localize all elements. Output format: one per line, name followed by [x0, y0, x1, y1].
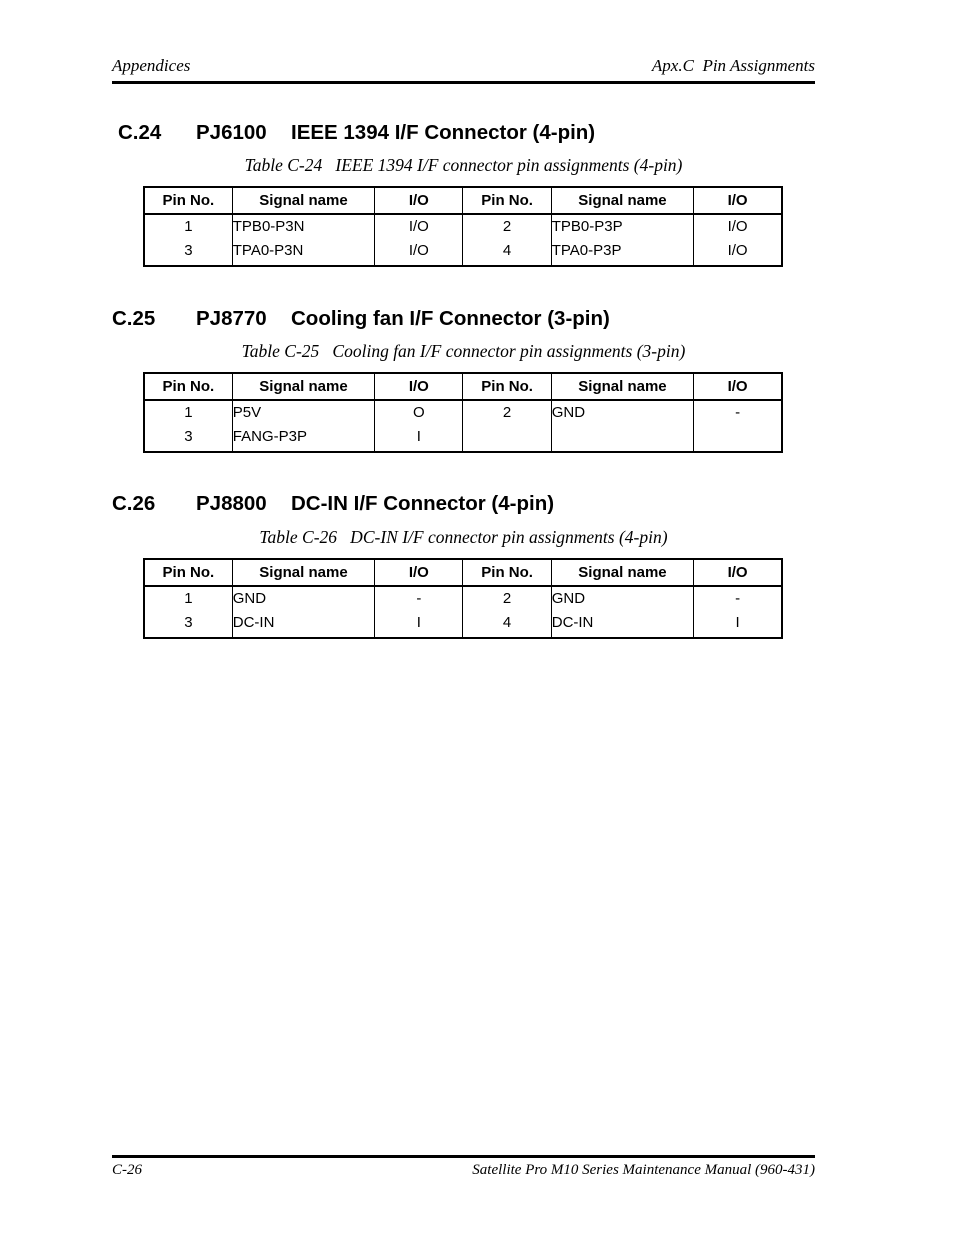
io-value: - [735, 590, 741, 607]
col-signal-name-2: Signal name [551, 559, 693, 586]
io-value: O [413, 404, 425, 421]
io-cell [694, 400, 782, 452]
io-cell [375, 400, 463, 452]
pin-cell [463, 586, 551, 638]
pin-number: 2 [502, 404, 512, 421]
table-header-row [144, 373, 782, 400]
pin-cell [144, 400, 232, 452]
io-value: I/O [727, 242, 748, 259]
signal-cell [551, 214, 693, 266]
page-header [112, 56, 815, 84]
col-signal-name: Signal name [232, 373, 374, 400]
connector-id: PJ6100 [196, 121, 267, 144]
signal-cell [232, 214, 374, 266]
pin-number: 2 [502, 218, 512, 235]
pin-number: 3 [184, 428, 193, 445]
col-pin-no-2: Pin No. [463, 373, 551, 400]
io-value: - [416, 590, 422, 607]
io-value: I/O [408, 242, 429, 259]
col-io: I/O [375, 187, 463, 214]
io-value: I/O [727, 218, 748, 235]
pin-number: 1 [184, 404, 193, 421]
signal-name: P5V [232, 404, 262, 421]
signal-name: FANG-P3P [232, 428, 307, 445]
section-title-c26 [112, 492, 554, 516]
section-title-c25 [112, 307, 610, 331]
connector-title: DC-IN I/F Connector (4-pin) [291, 492, 555, 515]
signal-name: TPA0-P3N [232, 242, 304, 259]
signal-name [552, 425, 693, 449]
table-row [144, 586, 782, 638]
connector-id: PJ8770 [196, 307, 267, 330]
signal-name: GND [232, 590, 267, 607]
pin-cell [463, 214, 551, 266]
pin-cell [144, 586, 232, 638]
table-caption-c24: Table C-24 IEEE 1394 I/F connector pin assignments (4-pin) [244, 155, 683, 175]
signal-name: TPA0-P3P [551, 242, 622, 259]
signal-name: GND [551, 590, 586, 607]
section-number: C.25 [112, 307, 156, 330]
signal-name: GND [551, 404, 586, 421]
header-chapter-title: Apx.C Pin Assignments [651, 56, 815, 75]
table-caption-c26: Table C-26 DC-IN I/F connector pin assignments (4-pin) [259, 527, 668, 547]
pin-table-c25 [143, 372, 783, 453]
col-signal-name-2: Signal name [551, 373, 693, 400]
pin-table-c26 [143, 558, 783, 639]
table-row [144, 400, 782, 452]
col-io-2: I/O [694, 559, 782, 586]
pin-table-c24 [143, 186, 783, 267]
connector-title: IEEE 1394 I/F Connector (4-pin) [291, 121, 596, 144]
io-cell [694, 214, 782, 266]
table-header-row [144, 187, 782, 214]
io-cell [694, 586, 782, 638]
signal-name: DC-IN [232, 614, 275, 631]
signal-cell [551, 400, 693, 452]
pin-cell [144, 214, 232, 266]
io-value: I [416, 428, 421, 445]
signal-cell [551, 586, 693, 638]
col-pin-no-2: Pin No. [463, 187, 551, 214]
pin-number [463, 425, 550, 449]
col-signal-name: Signal name [232, 559, 374, 586]
io-value: I [416, 614, 421, 631]
pin-number: 2 [502, 590, 512, 607]
page-footer [112, 1155, 815, 1180]
io-value: I/O [408, 218, 429, 235]
col-pin-no-2: Pin No. [463, 559, 551, 586]
col-signal-name-2: Signal name [551, 187, 693, 214]
col-io-2: I/O [694, 373, 782, 400]
table-header-row [144, 559, 782, 586]
col-io: I/O [375, 559, 463, 586]
io-value: I [735, 614, 740, 631]
signal-cell [232, 586, 374, 638]
page-number: C-26 [112, 1162, 142, 1178]
col-io-2: I/O [694, 187, 782, 214]
signal-name: TPB0-P3N [232, 218, 305, 235]
col-pin-no: Pin No. [144, 187, 232, 214]
col-pin-no: Pin No. [144, 373, 232, 400]
col-signal-name: Signal name [232, 187, 374, 214]
table-caption-c25: Table C-25 Cooling fan I/F connector pin assignments (3-pin) [241, 341, 686, 361]
section-title-c24 [118, 121, 595, 145]
pin-number: 3 [184, 614, 193, 631]
io-value: - [735, 404, 741, 421]
io-cell [375, 214, 463, 266]
pin-number: 3 [184, 242, 193, 259]
header-section-name: Appendices [112, 56, 191, 75]
section-number: C.26 [112, 492, 156, 515]
table-row [144, 214, 782, 266]
signal-cell [232, 400, 374, 452]
io-cell [375, 586, 463, 638]
pin-number: 1 [184, 590, 193, 607]
connector-title: Cooling fan I/F Connector (3-pin) [291, 307, 610, 330]
connector-id: PJ8800 [196, 492, 267, 515]
pin-number: 4 [502, 614, 512, 631]
section-number: C.24 [118, 121, 162, 144]
col-pin-no: Pin No. [144, 559, 232, 586]
signal-name: TPB0-P3P [551, 218, 623, 235]
pin-number: 4 [502, 242, 512, 259]
pin-number: 1 [184, 218, 193, 235]
signal-name: DC-IN [551, 614, 594, 631]
col-io: I/O [375, 373, 463, 400]
manual-title: Satellite Pro M10 Series Maintenance Manual (960-431) [472, 1162, 815, 1178]
io-value [694, 425, 781, 449]
pin-cell [463, 400, 551, 452]
